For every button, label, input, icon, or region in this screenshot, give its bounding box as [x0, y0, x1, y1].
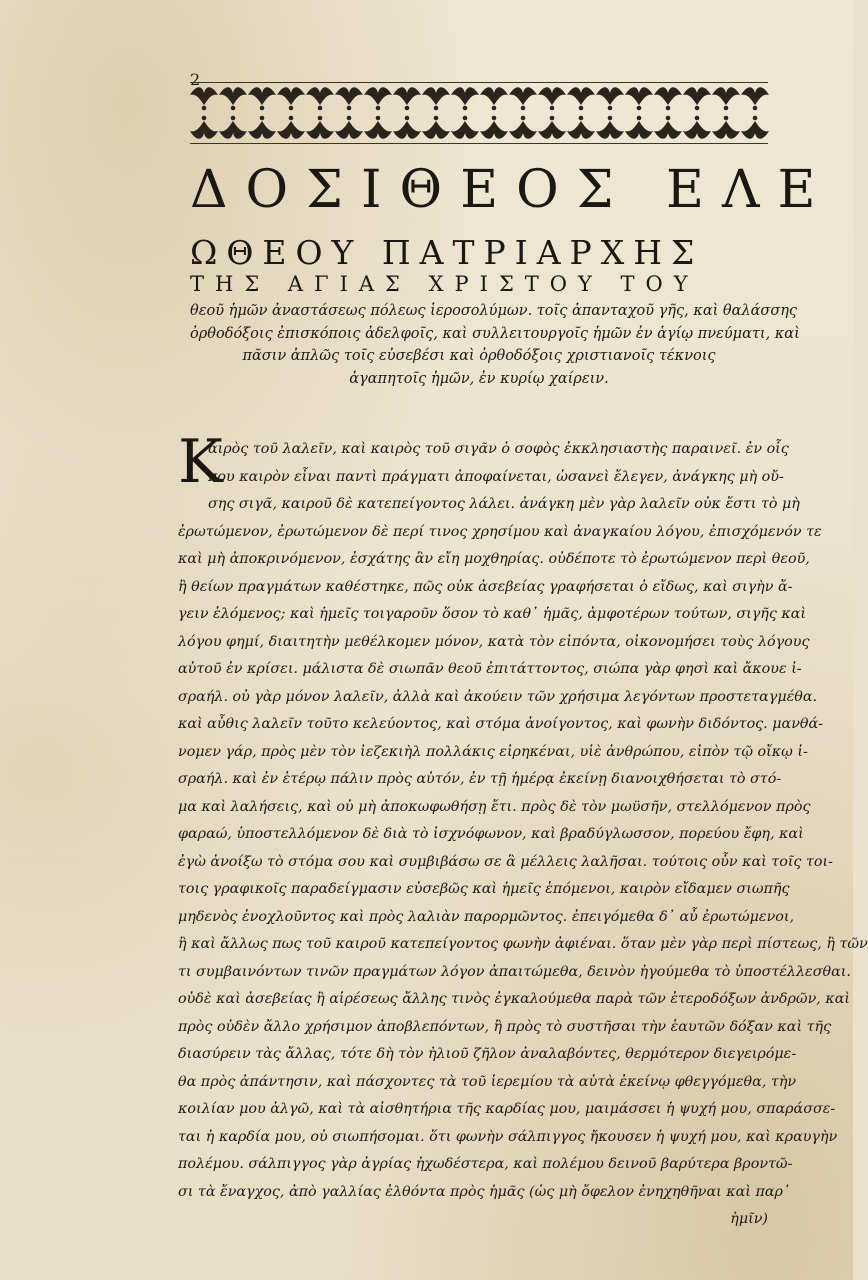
fleuron-top — [219, 87, 247, 110]
fleuron-bottom — [683, 116, 711, 139]
body-line: τοις γραφικοῖς παραδείγμασιν εὐσεβῶς καὶ ἡμεῖς ἑπόμενοι, καιρὸν εἴδαμεν σιωπῆς — [178, 881, 790, 897]
title-line-2: ΩΘΕΟΥ ΠΑΤΡΙΑΡΧΗΣ — [190, 233, 704, 272]
fleuron-top — [422, 87, 450, 110]
body-line: τι συμβαινόντων τινῶν πραγμάτων λόγον ἀπαιτώμεθα, δεινὸν ἡγούμεθα τὸ ὑποστέλλεσθαι. — [178, 963, 851, 980]
page-number: 2 — [190, 70, 201, 89]
body-line: ται ἡ καρδία μου, οὐ σιωπήσομαι. ὅτι φωνὴν σάλπιγγος ἤκουσεν ἡ ψυχή μου, καὶ κραυγὴν — [178, 1128, 838, 1145]
address-line: θεοῦ ἡμῶν ἀναστάσεως πόλεως ἱεροσολύμων. τοῖς ἁπανταχοῦ γῆς, καὶ θαλάσσης — [190, 303, 798, 319]
fleuron-top — [190, 87, 218, 110]
body-line: γειν ἑλόμενος; καὶ ἡμεῖς τοιγαροῦν ὅσον τὸ καθ᾽ ἡμᾶς, ἀμφοτέρων τούτων, σιγῆς καὶ — [178, 606, 807, 622]
fleuron-top — [683, 87, 711, 110]
drop-cap: Κ — [178, 427, 223, 497]
body-line: λόγου φημί, διαιτητὴν μεθέλκομεν μόνον, κατὰ τὸν εἰπόντα, οἰκονομήσει τοὺς λόγους — [178, 633, 810, 650]
fleuron-top — [248, 87, 276, 110]
fleuron-bottom — [422, 116, 450, 139]
fleuron-top — [596, 87, 624, 110]
fleuron-bottom — [190, 116, 218, 139]
fleuron-top — [393, 87, 421, 110]
fleuron-bottom — [625, 116, 653, 139]
fleuron-bottom — [567, 116, 595, 139]
fleuron-bottom — [654, 116, 682, 139]
body-line: ἢ θείων πραγμάτων καθέστηκε, πῶς οὐκ ἀσεβείας γραφήσεται ὁ εἴδως, καὶ σιγὴν ἄ- — [178, 578, 793, 595]
address-line: πᾶσιν ἁπλῶς τοῖς εὐσεβέσι καὶ ὀρθοδόξοις χριστιανοῖς τέκνοις — [242, 348, 716, 364]
fleuron-top — [509, 87, 537, 110]
fleuron-ornament — [190, 83, 768, 143]
fleuron-bottom — [248, 116, 276, 139]
body-line: μα καὶ λαλήσεις, καὶ οὐ μὴ ἀποκωφωθήσῃ ἔτι. πρὸς δὲ τὸν μωϋσῆν, στελλόμενον πρὸς — [178, 798, 811, 815]
fleuron-bottom — [364, 116, 392, 139]
fleuron-top — [480, 87, 508, 110]
body-line: καὶ αὖθις λαλεῖν τοῦτο κελεύοντος, καὶ στόμα ἀνοίγοντος, καὶ φωνὴν διδόντος. μανθά- — [178, 716, 824, 732]
title-line-3: ΤΗΣ ΑΓΙΑΣ ΧΡΙΣΤΟΥ ΤΟΥ — [190, 272, 699, 296]
body-line: αιρὸς τοῦ λαλεῖν, καὶ καιρὸς τοῦ σιγᾶν ὁ σοφὸς ἐκκλησιαστὴς παραινεῖ. ἐν οἷς — [208, 441, 789, 457]
title-line-1: ΔΟΣΙΘΕΟΣ ΕΛΕ — [190, 160, 834, 220]
body-line: σραήλ. καὶ ἐν ἑτέρῳ πάλιν πρὸς αὐτόν, ἐν τῇ ἡμέρᾳ ἐκείνῃ διανοιχθήσεται τὸ στό- — [178, 771, 782, 787]
fleuron-bottom — [277, 116, 305, 139]
fleuron-top — [364, 87, 392, 110]
body-line: σραήλ. οὐ γὰρ μόνον λαλεῖν, ἀλλὰ καὶ ἀκούειν τῶν χρήσιμα λεγόντων προστεταγμέθα. — [178, 688, 818, 705]
fleuron-top — [306, 87, 334, 110]
fleuron-top — [625, 87, 653, 110]
fleuron-bottom — [451, 116, 479, 139]
fleuron-bottom — [480, 116, 508, 139]
body-line: φαραώ, ὑποστελλόμενον δὲ διὰ τὸ ἰσχνόφωνον, καὶ βραδύγλωσσον, πορεύου ἔφη, καὶ — [178, 826, 804, 842]
fleuron-bottom — [712, 116, 740, 139]
body-line: ἡμῖν) — [730, 1211, 768, 1227]
fleuron-bottom — [509, 116, 537, 139]
fleuron-bottom — [393, 116, 421, 139]
body-line: ἐγὼ ἀνοίξω τὸ στόμα σου καὶ συμβιβάσω σε ἃ μέλλεις λαλῆσαι. τούτοις οὖν καὶ τοῖς τοι- — [178, 853, 833, 870]
body-line: μηδενὸς ἐνοχλοῦντος καὶ πρὸς λαλιὰν παρορμῶντος. ἐπειγόμεθα δ᾽ αὖ ἐρωτώμενοι, — [178, 908, 795, 925]
body-line: θα πρὸς ἀπάντησιν, καὶ πάσχοντες τὰ τοῦ ἱερεμίου τὰ αὐτὰ ἐκείνῳ φθεγγόμεθα, τὴν — [178, 1073, 797, 1090]
body-text — [178, 436, 868, 1234]
fleuron-top — [654, 87, 682, 110]
fleuron-top — [567, 87, 595, 110]
fleuron-bottom — [538, 116, 566, 139]
fleuron-top — [335, 87, 363, 110]
body-line: κοιλίαν μου ἀλγῶ, καὶ τὰ αἰσθητήρια τῆς καρδίας μου, μαιμάσσει ἡ ψυχή μου, σπαράσσε- — [178, 1101, 836, 1117]
address-block — [190, 300, 800, 390]
body-line: σης σιγᾶ, καιροῦ δὲ κατεπείγοντος λάλει. ἀνάγκη μὲν γὰρ λαλεῖν οὐκ ἔστι τὸ μὴ — [208, 496, 800, 512]
address-line: ἀγαπητοῖς ἡμῶν, ἐν κυρίῳ χαίρειν. — [349, 370, 609, 387]
body-line: πολέμου. σάλπιγγος γὰρ ἀγρίας ἠχωδέστερα, καὶ πολέμου δεινοῦ βαρύτερα βροντῶ- — [178, 1156, 793, 1172]
fleuron-bottom — [219, 116, 247, 139]
fleuron-bottom — [741, 116, 769, 139]
fleuron-bottom — [596, 116, 624, 139]
fleuron-top — [712, 87, 740, 110]
fleuron-top — [538, 87, 566, 110]
body-line: διασύρειν τὰς ἄλλας, τότε δὴ τὸν ἠλιοῦ ζῆλον ἀναλαβόντες, θερμότερον διεγειρόμε- — [178, 1046, 797, 1062]
fleuron-bottom — [306, 116, 334, 139]
body-line: σι τὰ ἔναγχος, ἀπὸ γαλλίας ἐλθόντα πρὸς ἡμᾶς (ὡς μὴ ὄφελον ἐνηχηθῆναι καὶ παρ᾽ — [178, 1183, 791, 1200]
address-line: ὀρθοδόξοις ἐπισκόποις ἀδελφοῖς, καὶ συλλειτουργοῖς ἡμῶν ἐν ἁγίῳ πνεύματι, καὶ — [190, 325, 800, 342]
body-line: νομεν γάρ, πρὸς μὲν τὸν ἰεζεκιὴλ πολλάκις εἰρηκέναι, υἱὲ ἀνθρώπου, εἰπὸν τῷ οἴκῳ ἰ- — [178, 743, 808, 760]
fleuron-top — [741, 87, 769, 110]
ornament-band — [190, 82, 768, 144]
body-line: ἢ καὶ ἄλλως πως τοῦ καιροῦ κατεπείγοντος φωνὴν ἀφιέναι. ὅταν μὲν γὰρ περὶ πίστεως, ἢ τῶν — [178, 936, 868, 952]
body-line: πρὸς οὐδὲν ἄλλο χρήσιμον ἀποβλεπόντων, ἢ πρὸς τὸ συστῆσαι τὴν ἑαυτῶν δόξαν καὶ τῆς — [178, 1018, 832, 1035]
fleuron-top — [451, 87, 479, 110]
fleuron-top — [277, 87, 305, 110]
fleuron-bottom — [335, 116, 363, 139]
body-line: καὶ μὴ ἀποκρινόμενον, ἐσχάτης ἂν εἴη μοχθηρίας. οὐδέποτε τὸ ἐρωτώμενον περὶ θεοῦ, — [178, 551, 810, 567]
body-line: που καιρὸν εἶναι παντὶ πράγματι ἀποφαίνεται, ὡσανεὶ ἔλεγεν, ἀνάγκης μὴ οὔ- — [208, 468, 784, 485]
body-line: οὐδὲ καὶ ἀσεβείας ἢ αἱρέσεως ἄλλης τινὸς ἐγκαλούμεθα παρὰ τῶν ἑτεροδόξων ἀνδρῶν, καὶ — [178, 991, 851, 1007]
body-line: αὐτοῦ ἐν κρίσει. μάλιστα δὲ σιωπᾶν θεοῦ ἐπιτάττοντος, σιώπα γὰρ φησὶ καὶ ἄκουε ἰ- — [178, 661, 802, 677]
body-line: ἐρωτώμενον, ἐρωτώμενον δὲ περί τινος χρησίμου καὶ ἀναγκαίου λόγου, ἐπισχόμενόν τε — [178, 523, 822, 540]
